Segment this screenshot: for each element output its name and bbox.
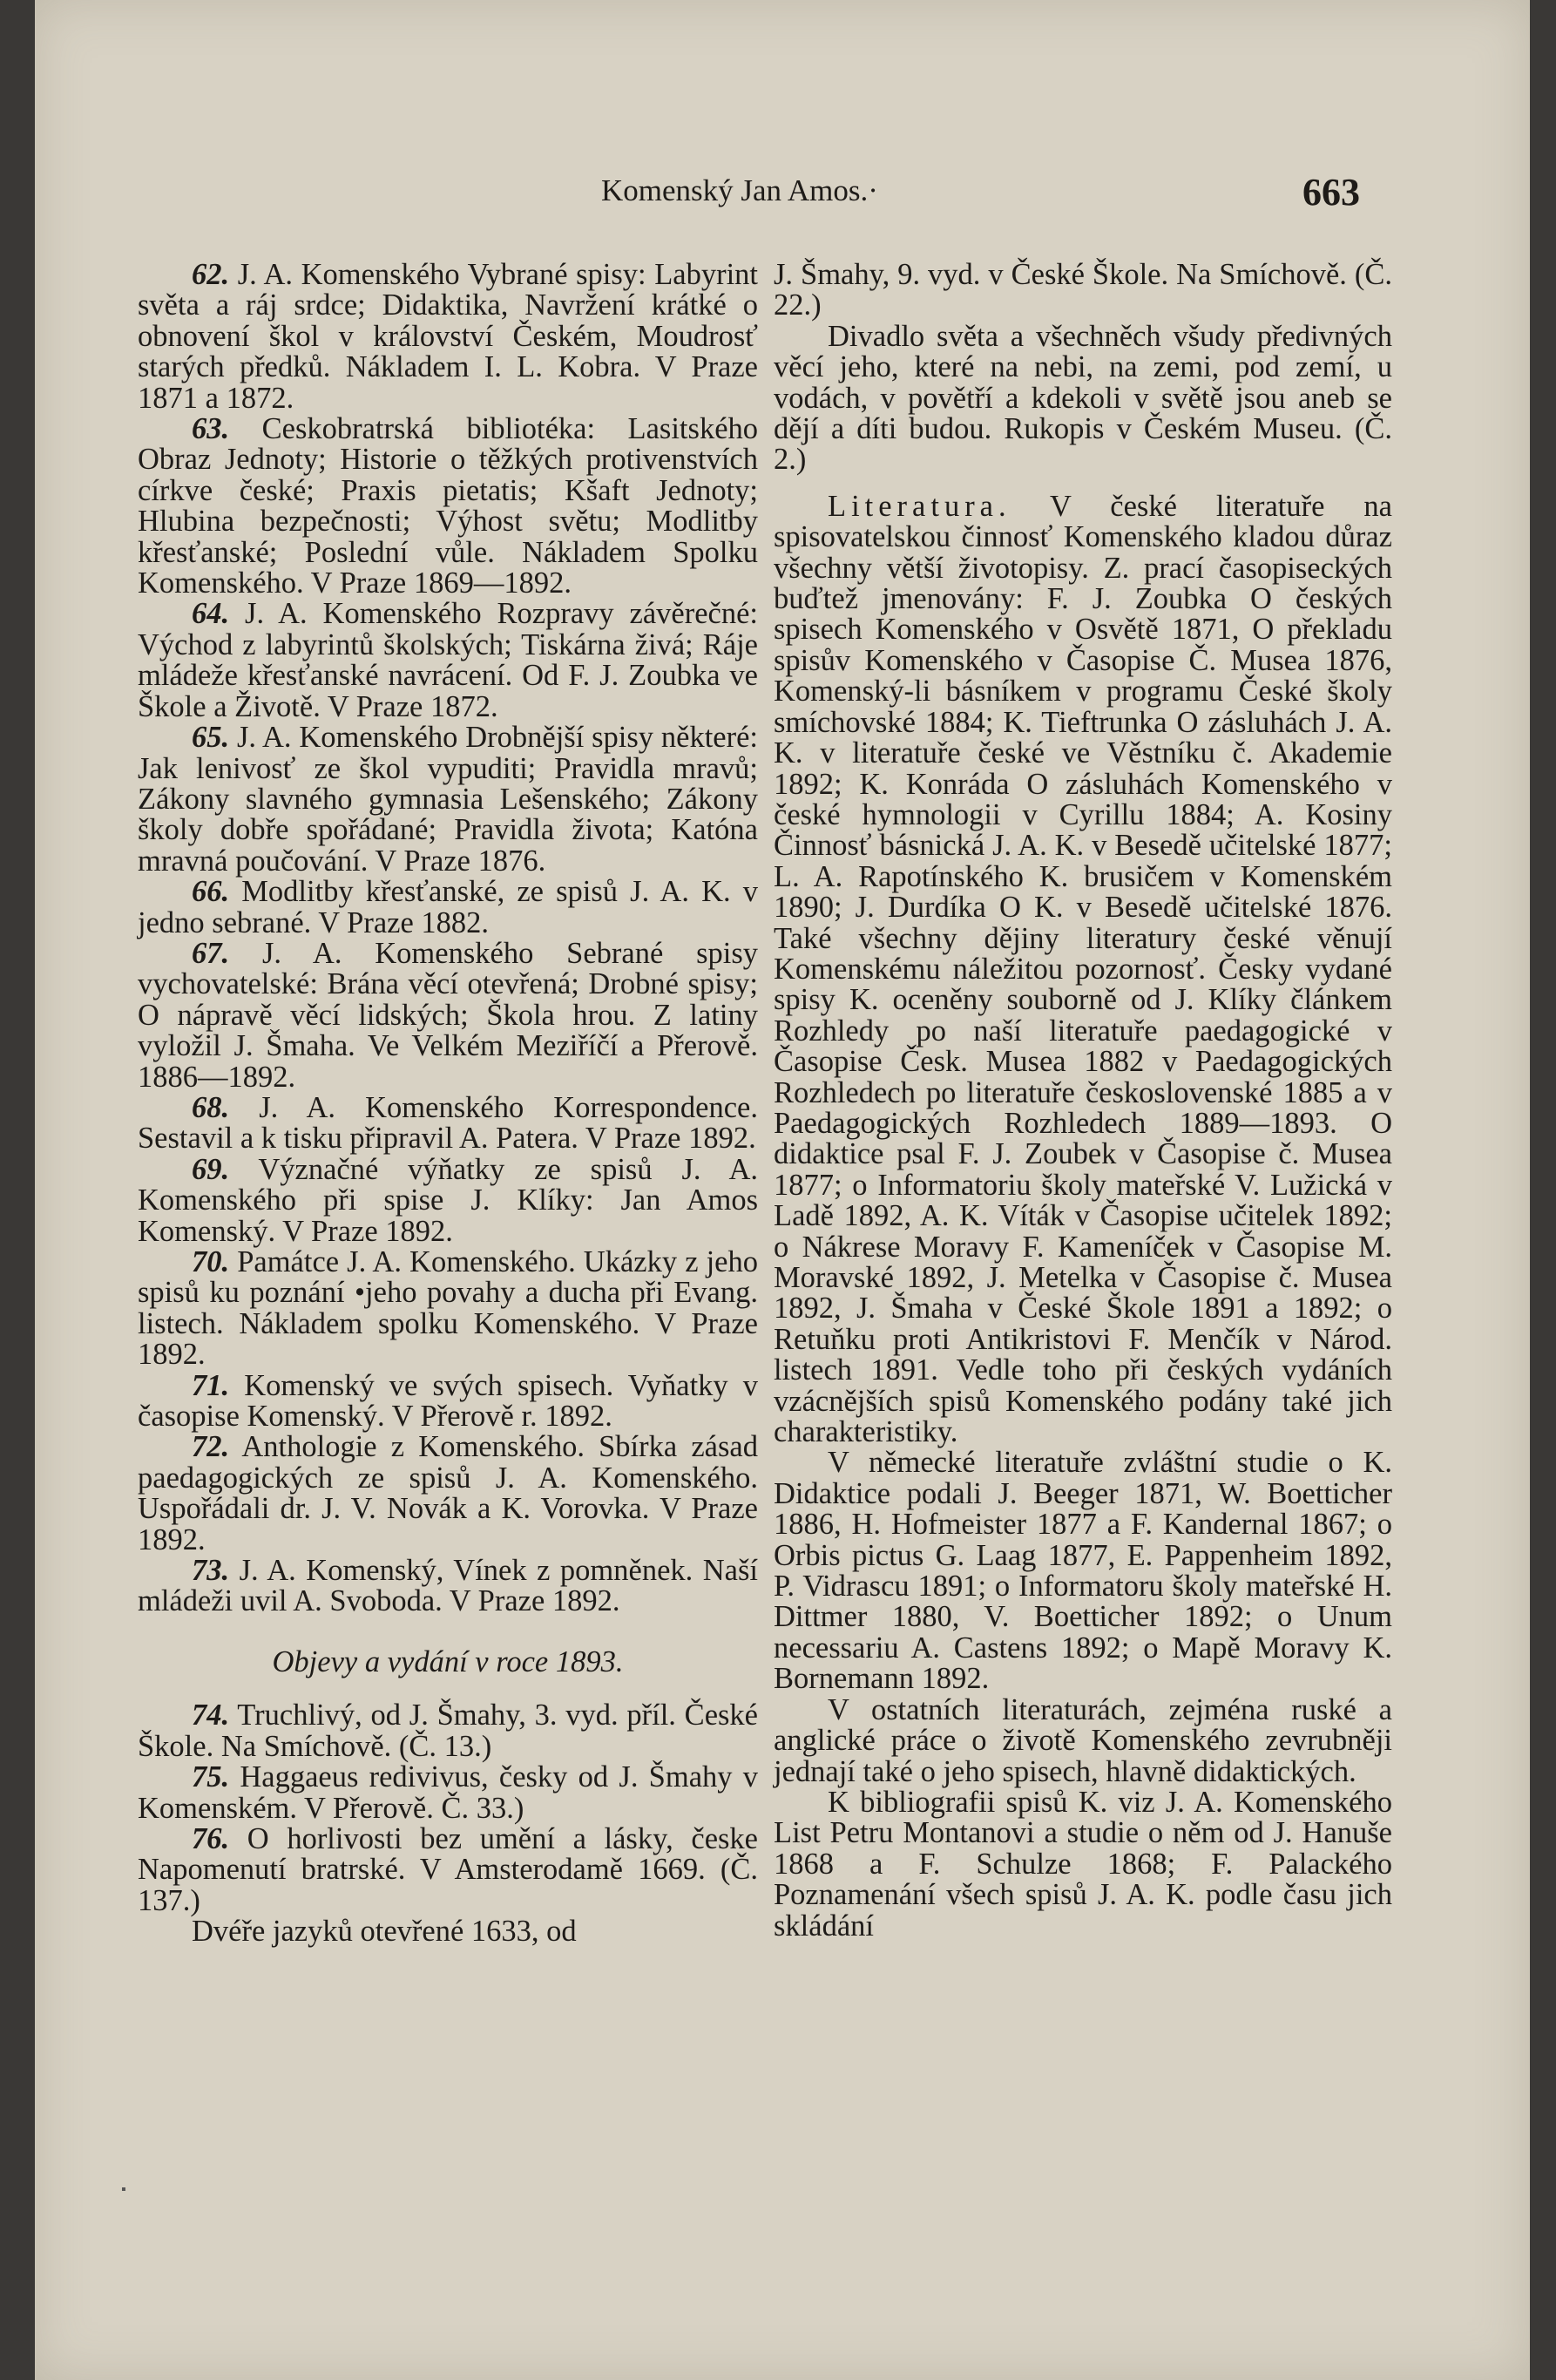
entry-number: 71. — [192, 1368, 230, 1402]
entries-1893 — [138, 1700, 758, 1916]
bibliography-entry — [138, 1090, 758, 1156]
entry-number: 65. — [192, 721, 230, 755]
page-header — [35, 170, 1530, 222]
entry-number: 74. — [192, 1699, 230, 1732]
bibliografie-paragraph: K bibliografii spisů K. viz J. A. Komenského List Petru Montanovi a studie o něm od J. Hanuše 1868 a F. Schulze 1868; F. Palackého Poznamenání všech spisů J. A. K. podle času jich skládání — [774, 1785, 1392, 1943]
last-line: Dvéře jazyků otevřené 1633, od — [192, 1915, 577, 1949]
entry-text: Anthologie z Komenského. Sbírka zásad paedagogických ze spisů J. A. Komenského. Uspořádali dr. J. V. Novák a K. Vorovka. V Praze 1892. — [138, 1430, 758, 1556]
bibliography-entry — [138, 722, 758, 877]
entry-text: J. A. Komenského Drobnější spisy některé: Jak lenivosť ze škol vypuditi; Pravidla mravů; Zákony slavného gymnasia Lešenského; Zákony školy dobře spořádané; Pravidla života; Katóna mravná poučování. V Praze 1876. — [138, 721, 758, 878]
bibliography-entry — [138, 1432, 758, 1556]
literatura-text: V české literatuře na spisovatelskou činnosť Komenského kladou důraz všechny větší životopisy. Z. prací časopiseckých buďtež jmenovány: F. J. Zoubka O českých spisech Komenského v Osvětě 1871, O překladu spisův Komenského v Časopise Č. Musea 1876, Komenský-li básníkem v programu České školy smíchovské 1884; K. Tieftrunka O zásluhách J. A. K. v literatuře české ve Věstníku č. Akademie 1892; K. Konráda O zásluhách Komenského v české hymnologii v Cyrillu 1884; A. Kosiny Činnosť básnická J. A. K. v Besedě učitelské 1877; L. A. Rapotínského K. brusičem v Komenském 1890; J. Durdíka O K. v Besedě učitelské 1876. Také všechny dějiny literatury české věnují Komenskému náležitou pozornosť. Česky vydané spisy K. oceněny souborně od J. Klíky článkem Rozhledy po naší literatuře paedagogické v Časopise Česk. Musea 1882 v Paedagogických Rozhledech po literatuře československé 1885 a v Paedagogických Rozhledech 1889—1893. O didaktice psal F. J. Zoubek v Časopise č. Musea 1877; o Informatoriu školy mateřské V. Lužická v Ladě 1892, A. K. Víták v Časopise učitelek 1892; o Nákrese Moravy F. Kameníček v Časopise M. Moravské 1892, J. Metelka v Časopise č. Musea 1892, J. Šmaha v České Škole 1891 a 1892; o Retuňku proti Antikristovi F. Menčík v Národ. listech 1891. Vedle toho při českých vydáních vzácnějších spisů Komenského podány také jich charakteristiky. — [774, 489, 1392, 1449]
entry-number: 66. — [192, 875, 230, 909]
literatura-paragraph — [774, 489, 1392, 1449]
bibliography-entry — [138, 1247, 758, 1371]
entry-number: 64. — [192, 597, 230, 631]
entry-text: Památce J. A. Komenského. Ukázky z jeho spisů ku poznání •jeho povahy a ducha při Evang. listech. Nákladem spolku Komenského. V Praze 1892. — [138, 1245, 758, 1372]
nemecke-paragraph: V německé literatuře zvláštní studie o K. Didaktice podali J. Beeger 1871, W. Boetticher 1886, H. Hofmeister 1877 a F. Kandernal 1867; o Orbis pictus G. Laag 1877, E. Pappenheim 1892, P. Vidrascu 1891; o Informatoru školy mateřské H. Dittmer 1880, V. Boetticher 1892; o Unum necessariu A. Castens 1892; o Mapě Moravy K. Bornemann 1892. — [774, 1446, 1392, 1696]
entry-number: 69. — [192, 1152, 230, 1186]
section-heading: Objevy a vydání v roce 1893. — [272, 1644, 624, 1678]
bibliography-entry — [138, 599, 758, 722]
running-title: Komenský Jan Amos.· — [601, 173, 878, 207]
entry-number: 76. — [192, 1821, 230, 1855]
entry-text: Truchlivý, od J. Šmahy, 3. vyd. příl. České Škole. Na Smíchově. (Č. 13.) — [138, 1699, 758, 1763]
entry-text: O horlivosti bez umění a lásky, česke Napomenutí bratrské. V Amsterodamě 1669. (Č. 137.) — [138, 1821, 758, 1917]
bibliography-entry — [138, 1700, 758, 1762]
ostatni-paragraph: V ostatních literaturách, zejména ruské a anglické práce o životě Komenského zevrubněji jednají také o jeho spisech, hlavně didaktických. — [774, 1692, 1392, 1788]
literatura-label: Literatura. — [828, 489, 1011, 523]
entry-text: Modlitby křesťanské, ze spisů J. A. K. v jedno sebrané. V Praze 1882. — [138, 875, 758, 939]
entry-text: J. A. Komenského Rozpravy závěrečné: Východ z labyrintů školských; Tiskárna živá; Ráje mládeže křesťanské navrácení. Od F. J. Zoubka ve Škole a Životě. V Praze 1872. — [138, 597, 758, 723]
right-column — [774, 260, 1392, 1942]
entry-text: J. A. Komenského Vybrané spisy: Labyrint světa a ráj srdce; Didaktika, Navržení krátké o obnovení škol v království Českém, Moudrosť starých předků. Nákladem I. L. Kobra. V Praze 1871 a 1872. — [138, 258, 759, 415]
entry-number: 67. — [192, 936, 230, 970]
bibliography-entry — [138, 260, 758, 414]
entry-number: 72. — [192, 1430, 230, 1464]
entry-text: J. A. Komenského Sebrané spisy vychovatelské: Brána věcí otevřená; Drobné spisy; O nápravě věcí lidských; Škola hrou. Z latiny vyložil J. Šmaha. Ve Velkém Meziříčí a Přerově. 1886—1892. — [138, 936, 759, 1094]
entry-number: 73. — [192, 1554, 230, 1588]
entry-number: 63. — [192, 412, 230, 446]
left-column — [138, 260, 758, 1948]
page-number: 663 — [1302, 171, 1360, 214]
entry-text: Haggaeus redivivus, česky od J. Šmahy v Komenském. V Přerově. Č. 33.) — [138, 1760, 758, 1825]
divadlo-paragraph: Divadlo světa a všechněch všudy předivných věcí jeho, které na nebi, na zemi, pod zemí, u vodách, v povětří a kdekoli v světě jsou aneb se dějí a díti budou. Rukopis v Českém Museu. (Č. 2.) — [774, 319, 1392, 477]
entry-text: J. A. Komenského Korrespondence. Sestavil a k tisku připravil A. Patera. V Praze 1892. — [138, 1090, 758, 1156]
bibliography-entry — [138, 414, 758, 599]
bibliography-entry — [138, 1152, 758, 1248]
bibliography-entry — [138, 1368, 759, 1434]
entry-number: 62. — [192, 258, 230, 291]
left-entries — [138, 260, 758, 1617]
bibliography-entry — [138, 1556, 758, 1617]
entry-text: Komenský ve svých spisech. Vyňatky v časopise Komenský. V Přerově r. 1892. — [138, 1368, 759, 1434]
entry-text: Ceskobratrská bibliotéka: Lasitského Obraz Jednoty; Historie o těžkých protivenstvích církve české; Praxis pietatis; Kšaft Jednoty; Hlubina bezpečnosti; Výhost světu; Modlitby křesťanské; Poslední vůle. Nákladem Spolku Komenského. V Praze 1869—1892. — [138, 412, 759, 600]
margin-mark — [122, 2187, 125, 2191]
entry-text: J. A. Komenský, Vínek z pomněnek. Naší mládeži uvil A. Svoboda. V Praze 1892. — [138, 1554, 758, 1618]
book-page — [35, 0, 1530, 2380]
bibliography-entry — [138, 877, 758, 939]
entry-number: 70. — [192, 1245, 230, 1278]
bibliography-entry — [138, 1821, 758, 1917]
entry-number: 75. — [192, 1760, 230, 1794]
entry-text: Význačné výňatky ze spisů J. A. Komenského při spise J. Klíky: Jan Amos Komenský. V Praze 1892. — [138, 1152, 758, 1248]
bibliography-entry — [138, 1762, 758, 1824]
entry-number: 68. — [192, 1090, 230, 1124]
bibliography-entry — [138, 936, 759, 1094]
continuation-text: J. Šmahy, 9. vyd. v České Škole. Na Smíchově. (Č. 22.) — [774, 258, 1392, 322]
